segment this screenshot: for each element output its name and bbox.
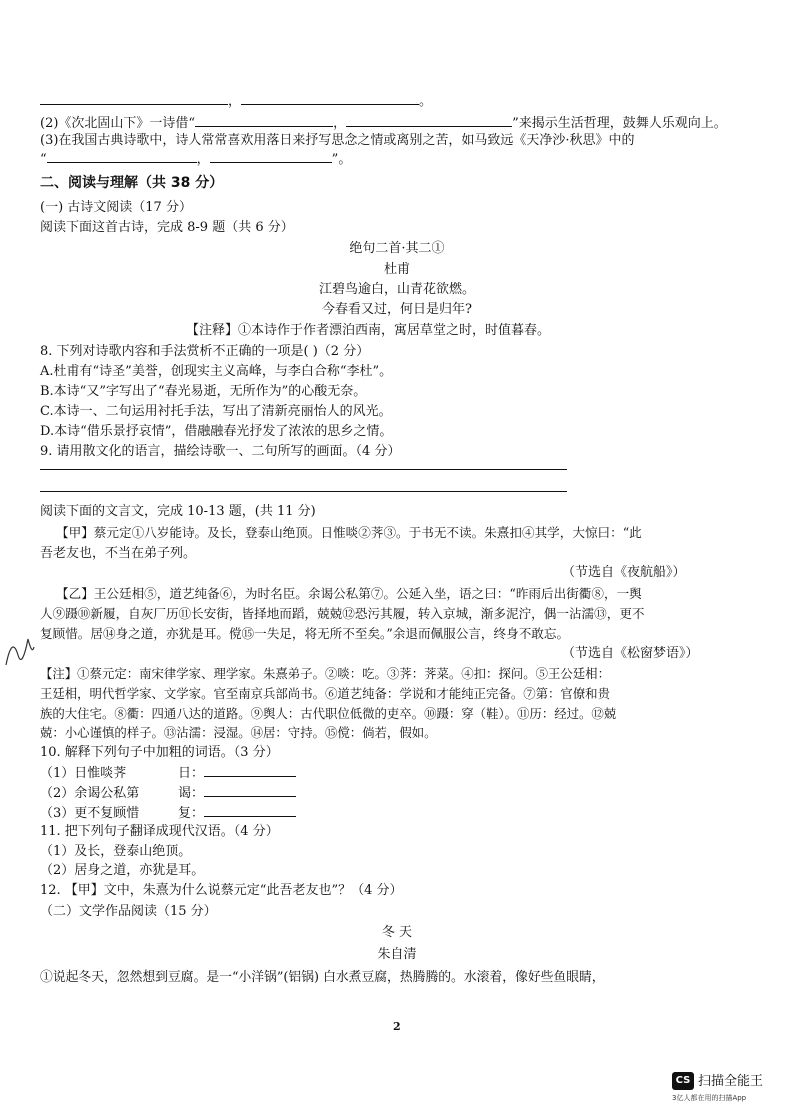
question-3-blanks: “ ， ”。 — [40, 152, 352, 167]
option-c: C.本诗一、二句运用衬托手法，写出了清新亮丽怡人的风光。 — [40, 404, 392, 419]
q11-item-1: （1）及长，登泰山绝顶。 — [40, 844, 192, 859]
answer-line — [40, 469, 567, 470]
subsection-literature: （二）文学作品阅读（15 分） — [40, 904, 217, 919]
notes: 【注】①蔡元定：南宋律学家、理学家。朱熹弟子。②啖：吃。③荠：荠菜。④扣：探问。⑤王公廷相： — [40, 666, 610, 681]
notes: 王廷相，明代哲学家、文学家。官至南京兵部尚书。⑥道艺纯备：学说和才能纯正完备。⑦第：官僚和贵 — [40, 686, 610, 701]
question-2: (2)《次北固山下》一诗借“ ， ”来揭示生活哲理，鼓舞人乐观向上。 — [40, 116, 727, 131]
section-title: 二、阅读与理解（共 38 分） — [40, 175, 224, 191]
notes: 族的大住宅。⑧衢：四通八达的道路。⑨舆人：古代职位低微的吏卒。⑩蹑：穿（鞋）。⑪历：经过。⑫兢 — [40, 706, 617, 721]
source-jia: （节选自《夜航船》） — [562, 565, 686, 580]
subsection-poetry: (一) 古诗文阅读（17 分） — [40, 200, 192, 215]
scanner-tagline: 3亿人都在用的扫描App — [672, 1094, 747, 1102]
essay-title: 冬 天 — [381, 925, 413, 940]
q10-item-2: （2）余谒公私第 谒： — [40, 784, 296, 803]
option-d: D.本诗“借乐景抒哀情”，借融融春光抒发了浓浓的思乡之情。 — [40, 424, 393, 439]
question-11: 11. 把下列句子翻译成现代汉语。（4 分） — [40, 824, 279, 839]
question-10: 10. 解释下列句子中加粗的词语。（3 分） — [40, 745, 279, 760]
fill-line-1: ， 。 — [40, 92, 432, 111]
q11-item-2: （2）居身之道，亦犹是耳。 — [40, 863, 205, 878]
text-yi: 【乙】王公廷相⑤，道艺纯备⑥，为时名臣。余谒公私第⑦。公延入坐，语之曰：“昨雨后出街衢⑧，一舆 — [56, 586, 642, 601]
q10-item-1: （1）日惟啖荠 日： — [40, 764, 296, 783]
answer-line — [40, 491, 567, 492]
option-b: B.本诗“又”字写出了“春光易逝，无所作为”的心酸无奈。 — [40, 384, 367, 399]
text-jia: 吾老友也，不当在弟子列。 — [40, 546, 197, 561]
text-yi: 复顾惜。居⑭身之道，亦犹是耳。傥⑮一失足，将无所不至矣。”余退而佩服公言，终身不敢忘。 — [40, 626, 570, 641]
pen-scribble — [2, 625, 36, 673]
poem-title: 绝句二首·其二① — [349, 241, 445, 256]
essay-paragraph: ①说起冬天，忽然想到豆腐。是一“小洋锅”(铝锅) 白水煮豆腐，热腾腾的。水滚着，像好些鱼眼睛， — [40, 970, 605, 985]
poem-line-1: 江碧鸟逾白，山青花欲燃。 — [318, 282, 475, 297]
poem-line-2: 今春看又过，何日是归年? — [322, 302, 472, 317]
question-12: 12. 【甲】文中，朱熹为什么说蔡元定“此吾老友也”？（4 分） — [40, 883, 403, 898]
source-yi: （节选自《松窗梦语》） — [562, 646, 699, 661]
option-a: A.杜甫有“诗圣”美誉，创现实主义高峰，与李白合称“李杜”。 — [40, 364, 393, 379]
instruction-classical: 阅读下面的文言文，完成 10-13 题，(共 11 分) — [40, 504, 316, 519]
text-yi: 人⑨蹑⑩新履，自灰厂历⑪长安街，皆择地而蹈，兢兢⑫恐污其履，转入京城，渐多泥泞，偶一沾濡⑬，更不 — [40, 606, 645, 621]
question-8: 8. 下列对诗歌内容和手法赏析不正确的一项是( )（2 分） — [40, 344, 370, 359]
essay-author: 朱自清 — [377, 947, 417, 962]
scanner-logo-icon: CS — [672, 1072, 694, 1090]
scanner-app-name: 扫描全能王 — [698, 1074, 764, 1089]
question-9: 9. 请用散文化的语言，描绘诗歌一、二句所写的画面。（4 分） — [40, 444, 401, 459]
notes: 兢：小心谨慎的样子。⑬沾濡：浸湿。⑭居：守持。⑮傥：倘若，假如。 — [40, 725, 437, 740]
page-number: 2 — [393, 1020, 401, 1033]
poem-author: 杜甫 — [383, 262, 410, 277]
question-3: (3)在我国古典诗歌中，诗人常常喜欢用落日来抒写思念之情或离别之苦，如马致远《天净沙·秋思》中的 — [40, 133, 635, 148]
instruction-poem: 阅读下面这首古诗，完成 8-9 题（共 6 分） — [40, 220, 294, 235]
poem-note: 【注释】①本诗作于作者漂泊西南，寓居草堂之时，时值暮春。 — [186, 323, 551, 338]
q10-item-3: （3）更不复顾惜 复： — [40, 804, 296, 823]
text-jia: 【甲】蔡元定①八岁能诗。及长，登泰山绝顶。日惟啖②荠③。于书无不读。朱熹扣④其学，大惊曰：“此 — [56, 525, 642, 540]
